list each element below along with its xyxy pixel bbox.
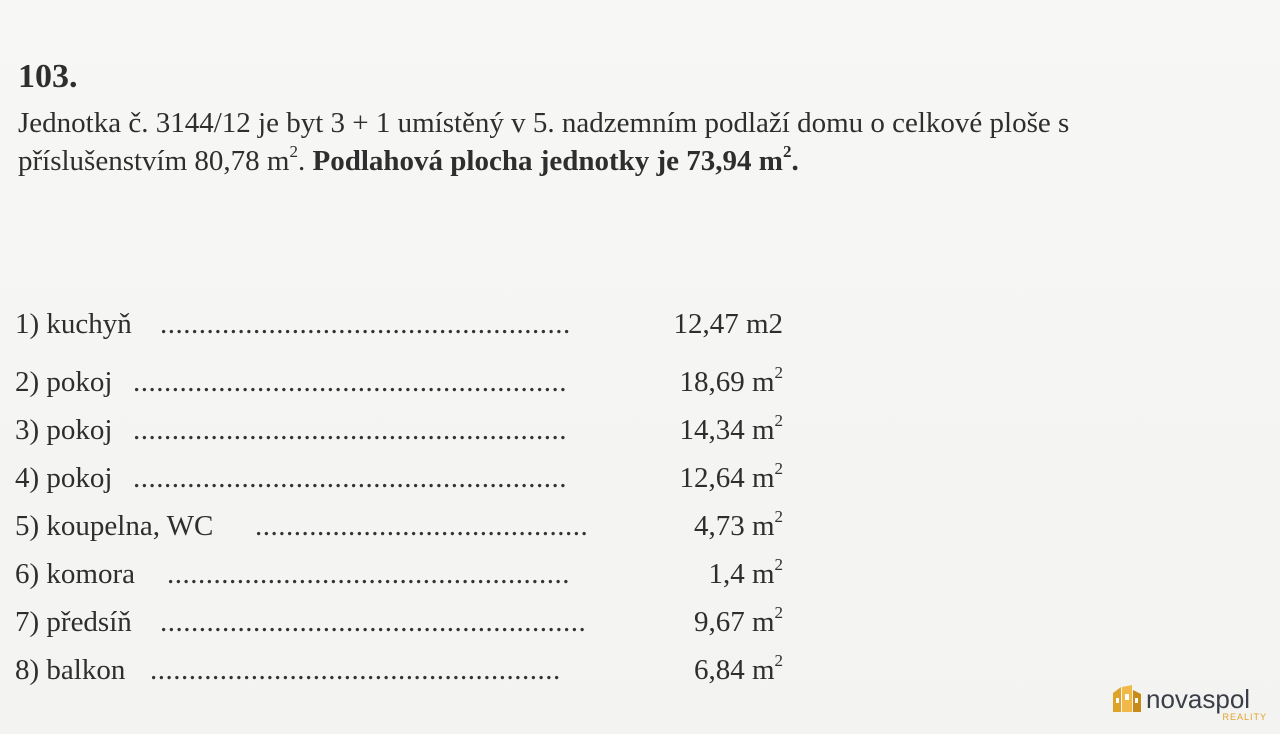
superscript: 2 (289, 142, 298, 162)
logo-subtitle: REALITY (1222, 712, 1267, 722)
room-row-storage (15, 554, 795, 594)
leader-dots: ....................................................... (160, 606, 587, 638)
room-area (633, 410, 783, 450)
room-area (633, 554, 783, 594)
room-area-value: 4,73 m (693, 510, 775, 542)
room-label: 5) koupelna, WC (15, 510, 214, 542)
superscript: 2 (774, 459, 783, 479)
room-row-bathroom (15, 506, 795, 546)
leader-dots: ..................................................... (160, 308, 571, 340)
floor-area-suffix: . (791, 145, 799, 177)
room-label: 4) pokoj (15, 462, 113, 494)
leader-dots: ........................................... (255, 510, 589, 542)
room-area-value: 12,64 m (679, 462, 775, 494)
superscript: 2 (774, 507, 783, 527)
room-area (633, 506, 783, 546)
room-row-room-2 (15, 362, 795, 402)
intro-line-2-text: příslušenstvím 80,78 m (18, 145, 290, 177)
leader-dots: .................................................... (167, 558, 570, 590)
room-area (633, 602, 783, 642)
intro-line-1: Jednotka č. 3144/12 je byt 3 + 1 umístěný v 5. nadzemním podlaží domu o celkové ploše s (18, 107, 1070, 139)
floor-area-statement (312, 142, 799, 177)
superscript: 2 (774, 603, 783, 623)
superscript: 2 (782, 142, 792, 162)
superscript: 2 (774, 651, 783, 671)
leader-dots: ........................................................ (133, 366, 567, 398)
intro-line-2 (18, 142, 1268, 180)
room-label: 7) předsíň (15, 606, 132, 638)
room-row-balcony (15, 650, 795, 690)
room-area-value: 9,67 m (693, 606, 775, 638)
intro-paragraph (18, 104, 1268, 180)
logo-name: novaspol (1146, 684, 1251, 714)
room-label: 1) kuchyň (15, 308, 132, 340)
room-area-value: 12,47 m2 (673, 308, 783, 340)
room-area (633, 650, 783, 690)
room-area-value: 14,34 m (679, 414, 775, 446)
period: . (297, 145, 313, 177)
room-row-kitchen (15, 304, 795, 344)
room-row-room-4 (15, 458, 795, 498)
room-area (633, 304, 783, 344)
leader-dots: ..................................................... (150, 654, 561, 686)
document-number: 103. (18, 58, 78, 95)
superscript: 2 (774, 411, 783, 431)
room-area (633, 362, 783, 402)
leader-dots: ........................................................ (133, 462, 567, 494)
room-area (633, 458, 783, 498)
room-label: 8) balkon (15, 654, 126, 686)
room-label: 6) komora (15, 558, 135, 590)
floor-area-text: Podlahová plocha jednotky je 73,94 m (312, 145, 783, 177)
superscript: 2 (774, 363, 783, 383)
room-label: 2) pokoj (15, 366, 113, 398)
room-area-value: 6,84 m (693, 654, 775, 686)
room-label: 3) pokoj (15, 414, 113, 446)
room-area-value: 18,69 m (679, 366, 775, 398)
superscript: 2 (774, 555, 783, 575)
novaspol-logo (1110, 682, 1275, 726)
house-logo-icon (1110, 682, 1144, 716)
room-area-value: 1,4 m (708, 558, 775, 590)
leader-dots: ........................................................ (133, 414, 567, 446)
room-row-hallway (15, 602, 795, 642)
room-row-room-3 (15, 410, 795, 450)
